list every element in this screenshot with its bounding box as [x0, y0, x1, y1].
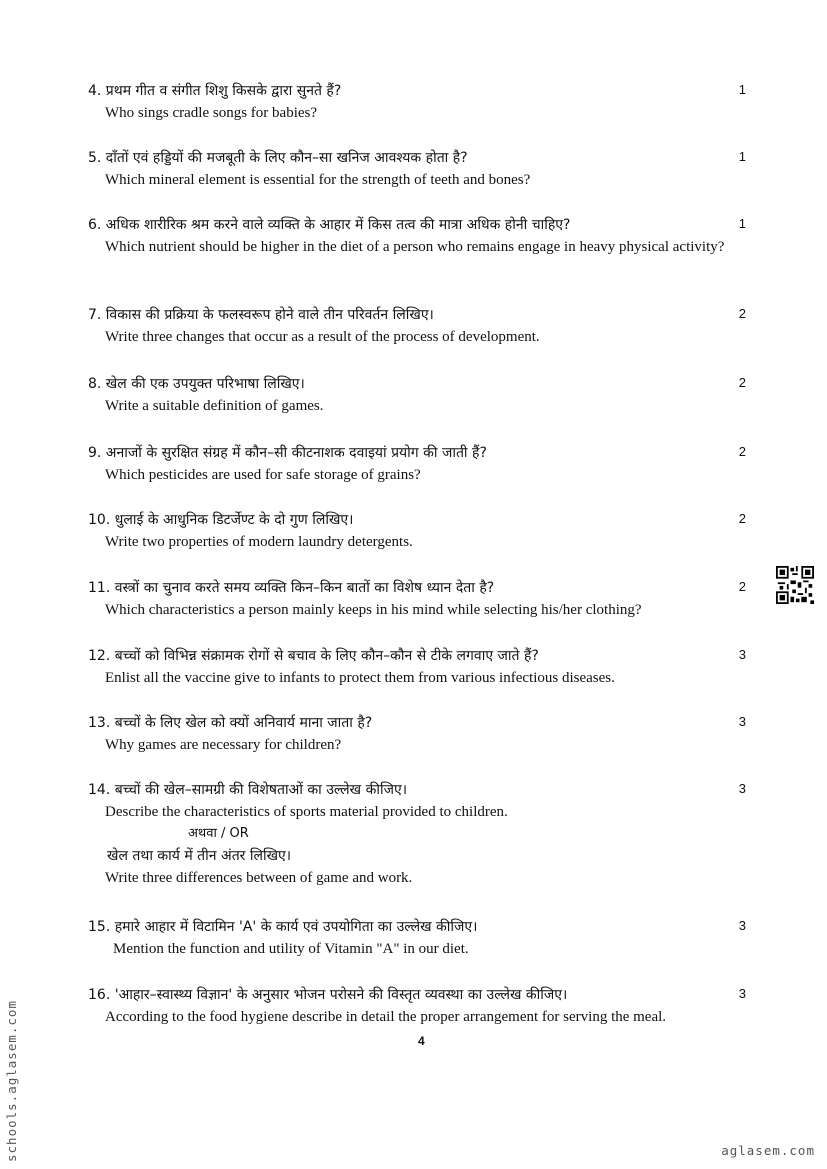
question-marks: 1 [738, 149, 746, 164]
question-english: Write three changes that occur as a result of the process of development. [105, 329, 540, 345]
question-hindi: 15. हमारे आहार में विटामिन 'A' के कार्य एवं उपयोगिता का उल्लेख कीजिए। [88, 919, 478, 935]
question-marks: 2 [738, 579, 746, 594]
question-4 [88, 80, 760, 124]
question-hindi: 7. विकास की प्रक्रिया के फलस्वरूप होने वाले तीन परिवर्तन लिखिए। [88, 307, 434, 323]
question-5 [88, 147, 760, 191]
question-11 [88, 577, 760, 621]
question-hindi: 12. बच्चों को विभिन्न संक्रामक रोगों से बचाव के लिए कौन–कौन से टीके लगवाए जाते हैं? [88, 648, 539, 664]
question-hindi: 14. बच्चों की खेल–सामग्री की विशेषताओं का उल्लेख कीजिए। [88, 782, 408, 798]
question-marks: 1 [738, 82, 746, 97]
question-16 [88, 984, 760, 1028]
question-marks: 3 [738, 781, 746, 796]
question-hindi: 4. प्रथम गीत व संगीत शिशु किसके द्वारा सुनते हैं? [88, 83, 342, 99]
question-english: Describe the characteristics of sports material provided to children. [105, 804, 508, 820]
question-english: Who sings cradle songs for babies? [105, 105, 318, 121]
page-number: 4 [418, 1034, 425, 1048]
question-english: Which nutrient should be higher in the diet of a person who remains engage in heavy physical activity? [105, 239, 725, 255]
question-marks: 3 [738, 986, 746, 1001]
question-12 [88, 645, 760, 689]
question-marks: 2 [738, 511, 746, 526]
question-english: Which characteristics a person mainly keeps in his mind while selecting his/her clothing? [105, 602, 642, 618]
question-marks: 1 [738, 216, 746, 231]
question-8 [88, 373, 760, 417]
question-marks: 3 [738, 647, 746, 662]
question-english-alt: Write three differences between of game and work. [105, 870, 413, 886]
question-hindi: 6. अधिक शारीरिक श्रम करने वाले व्यक्ति के आहार में किस तत्व की मात्रा अधिक होनी चाहिए? [88, 217, 571, 233]
side-watermark: schools.aglasem.com [4, 1000, 19, 1162]
question-hindi-alt: खेल तथा कार्य में तीन अंतर लिखिए। [107, 848, 292, 864]
question-13 [88, 712, 760, 756]
question-9 [88, 442, 760, 486]
question-english: Why games are necessary for children? [105, 737, 342, 753]
or-separator: अथवा / OR [188, 826, 249, 841]
question-10 [88, 509, 760, 553]
bottom-watermark: aglasem.com [721, 1143, 815, 1158]
question-marks: 3 [738, 918, 746, 933]
question-14 [88, 779, 760, 889]
question-marks: 3 [738, 714, 746, 729]
question-hindi: 8. खेल की एक उपयुक्त परिभाषा लिखिए। [88, 376, 305, 392]
question-english: Which mineral element is essential for the strength of teeth and bones? [105, 172, 531, 188]
question-english: Write two properties of modern laundry detergents. [105, 534, 413, 550]
question-15 [88, 916, 760, 960]
question-6 [88, 214, 760, 258]
question-english: According to the food hygiene describe in detail the proper arrangement for serving the meal. [105, 1009, 667, 1025]
question-english: Write a suitable definition of games. [105, 398, 324, 414]
question-english: Enlist all the vaccine give to infants to protect them from various infectious diseases. [105, 670, 615, 686]
question-english: Which pesticides are used for safe storage of grains? [105, 467, 421, 483]
question-hindi: 13. बच्चों के लिए खेल को क्यों अनिवार्य माना जाता है? [88, 715, 373, 731]
question-marks: 2 [738, 444, 746, 459]
question-hindi: 11. वस्त्रों का चुनाव करते समय व्यक्ति किन–किन बातों का विशेष ध्यान देता है? [88, 580, 495, 596]
question-hindi: 9. अनाजों के सुरक्षित संग्रह में कौन–सी कीटनाशक दवाइयां प्रयोग की जाती हैं? [88, 445, 487, 461]
question-hindi: 10. धुलाई के आधुनिक डिटर्जेण्ट के दो गुण लिखिए। [88, 512, 354, 528]
question-7 [88, 304, 760, 348]
qr-code-icon [776, 566, 814, 604]
question-english: Mention the function and utility of Vitamin "A" in our diet. [113, 941, 469, 957]
question-marks: 2 [738, 375, 746, 390]
question-hindi: 16. 'आहार–स्वास्थ्य विज्ञान' के अनुसार भोजन परोसने की विस्तृत व्यवस्था का उल्लेख कीजिए। [88, 987, 568, 1003]
question-marks: 2 [738, 306, 746, 321]
question-hindi: 5. दाँतों एवं हड्डियों की मजबूती के लिए कौन–सा खनिज आवश्यक होता है? [88, 150, 468, 166]
